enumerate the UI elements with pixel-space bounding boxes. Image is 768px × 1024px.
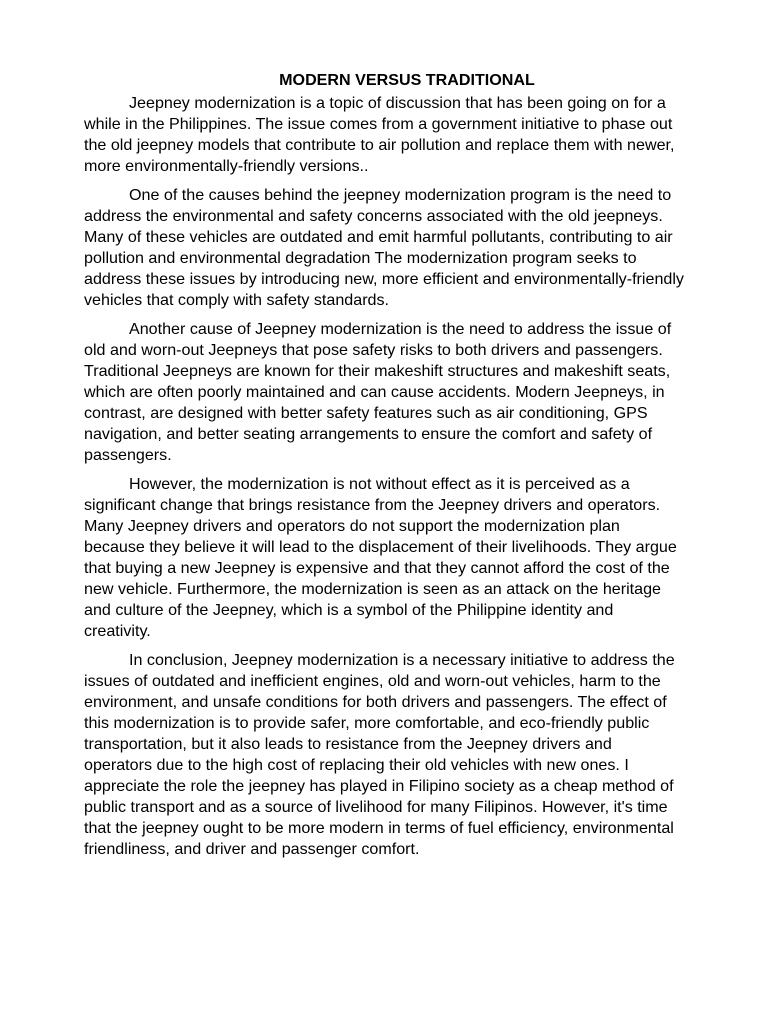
paragraph-safety-cause: Another cause of Jeepney modernization is the need to address the issue of old and worn-out Jeepneys that pose safety risks to both drivers and passengers. Traditional Jeepneys are known for their makeshift structures and makeshift seats, which are often poorly maintained and can cause accidents. Modern Jeepneys, in contrast, are designed with better safety features such as air conditioning, GPS navigation, and better seating arrangements to ensure the comfort and safety of passengers. (84, 320, 672, 464)
paragraph-intro: Jeepney modernization is a topic of discussion that has been going on for a while in the Philippines. The issue comes from a government initiative to phase out the old jeepney models that contribute to air pollution and replace them with newer, more environmentally-friendly versions.. (84, 94, 675, 175)
paragraph-environmental-cause: One of the causes behind the jeepney modernization program is the need to address the environmental and safety concerns associated with the old jeepneys. Many of these vehicles are outdated and emit harmful pollutants, contributing to air pollution and environmental degradation The modernization program seeks to address these issues by introducing new, more efficient and environmentally-friendly vehicles that comply with safety standards. (84, 186, 684, 309)
paragraph-conclusion: In conclusion, Jeepney modernization is a necessary initiative to address the issues of outdated and inefficient engines, old and worn-out vehicles, harm to the environment, and unsafe conditions for both drivers and passengers. The effect of this modernization is to provide safer, more comfortable, and eco-friendly public transportation, but it also leads to resistance from the Jeepney drivers and operators due to the high cost of replacing their old vehicles with new ones. I appreciate the role the jeepney has played in Filipino society as a cheap method of public transport and as a source of livelihood for many Filipinos. However, it's time that the jeepney ought to be more modern in terms of fuel efficiency, environmental friendliness, and driver and passenger comfort. (84, 651, 675, 858)
document-page (84, 70, 684, 868)
paragraph-resistance-effect: However, the modernization is not without effect as it is perceived as a significant change that brings resistance from the Jeepney drivers and operators. Many Jeepney drivers and operators do not support the modernization plan because they believe it will lead to the displacement of their livelihoods. They argue that buying a new Jeepney is expensive and that they cannot afford the cost of the new vehicle. Furthermore, the modernization is seen as an attack on the heritage and culture of the Jeepney, which is a symbol of the Philippine identity and creativity. (84, 475, 677, 640)
document-title: MODERN VERSUS TRADITIONAL (279, 71, 535, 89)
